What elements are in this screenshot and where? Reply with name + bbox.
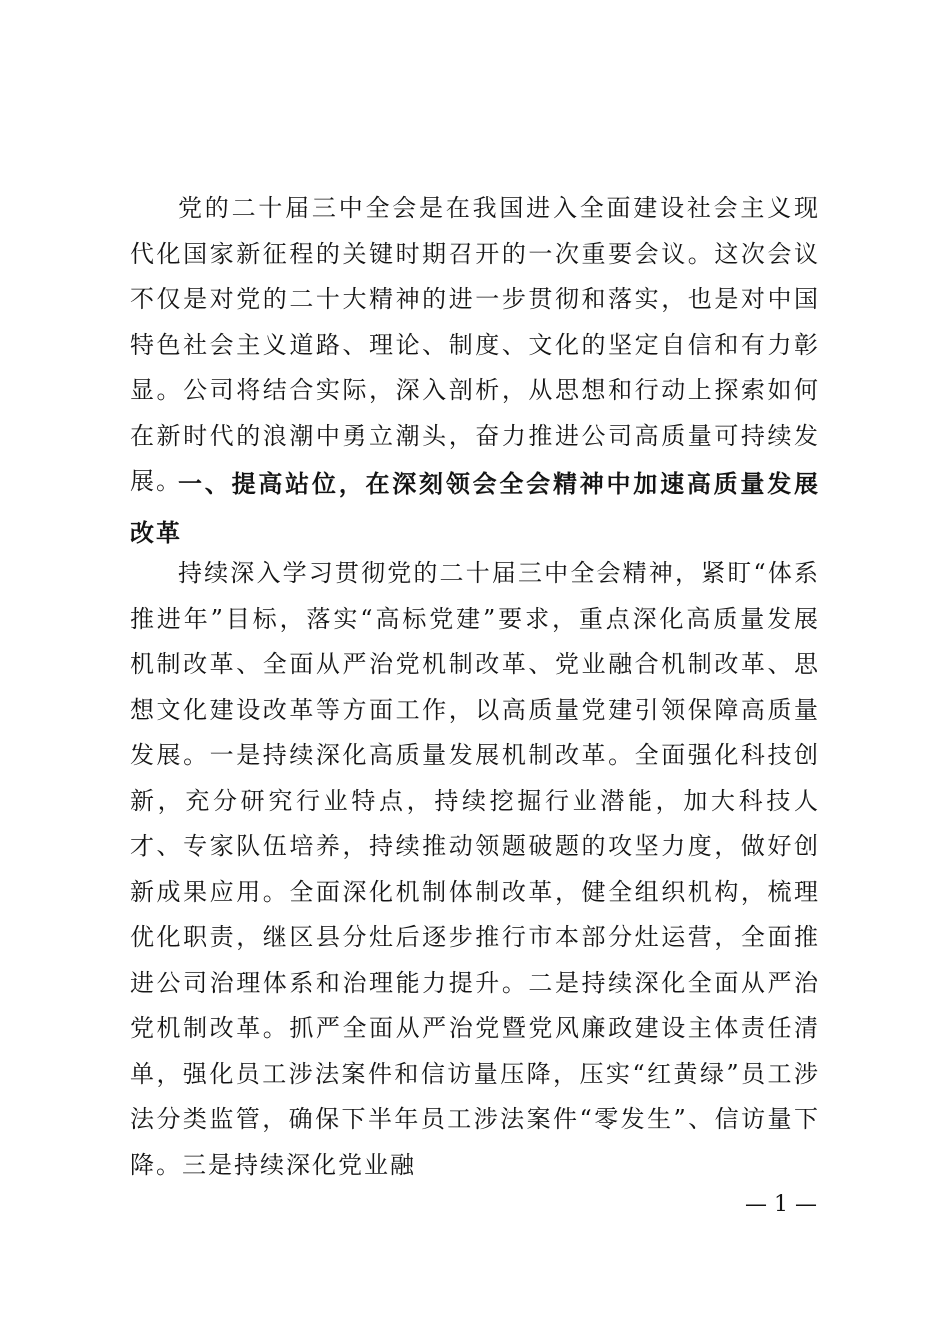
section-heading-block bbox=[130, 460, 820, 558]
intro-paragraph: 党的二十届三中全会是在我国进入全面建设社会主义现代化国家新征程的关键时期召开的一次重要会议。这次会议不仅是对党的二十大精神的进一步贯彻和落实，也是对中国特色社会主义道路、理论、制度、文化的坚定自信和有力彰显。公司将结合实际，深入剖析，从思想和行动上探索如何在新时代的浪潮中勇立潮头，奋力推进公司高质量可持续发展。 bbox=[130, 194, 820, 495]
page-number: — 1 — bbox=[745, 1192, 817, 1217]
section-heading: 一、提高站位，在深刻领会全会精神中加速高质量发展改革 bbox=[130, 470, 820, 547]
body-paragraph: 持续深入学习贯彻党的二十届三中全会精神，紧盯“体系推进年”目标，落实“高标党建”要求，重点深化高质量发展机制改革、全面从严治党机制改革、党业融合机制改革、思想文化建设改革等方面工作，以高质量党建引领保障高质量发展。一是持续深化高质量发展机制改革。全面强化科技创新，充分研究行业特点，持续挖掘行业潜能，加大科技人才、专家队伍培养，持续推动领题破题的攻坚力度，做好创新成果应用。全面深化机制体制改革，健全组织机构，梳理优化职责，继区县分灶后逐步推行市本部分灶运营，全面推进公司治理体系和治理能力提升。二是持续深化全面从严治党机制改革。抓严全面从严治党暨党风廉政建设主体责任清单，强化员工涉法案件和信访量压降，压实“红黄绿”员工涉法分类监管，确保下半年员工涉法案件“零发生”、信访量下降。三是持续深化党业融 bbox=[130, 559, 820, 1179]
intro-paragraph-block bbox=[130, 186, 820, 505]
body-paragraph-block bbox=[130, 551, 820, 1188]
